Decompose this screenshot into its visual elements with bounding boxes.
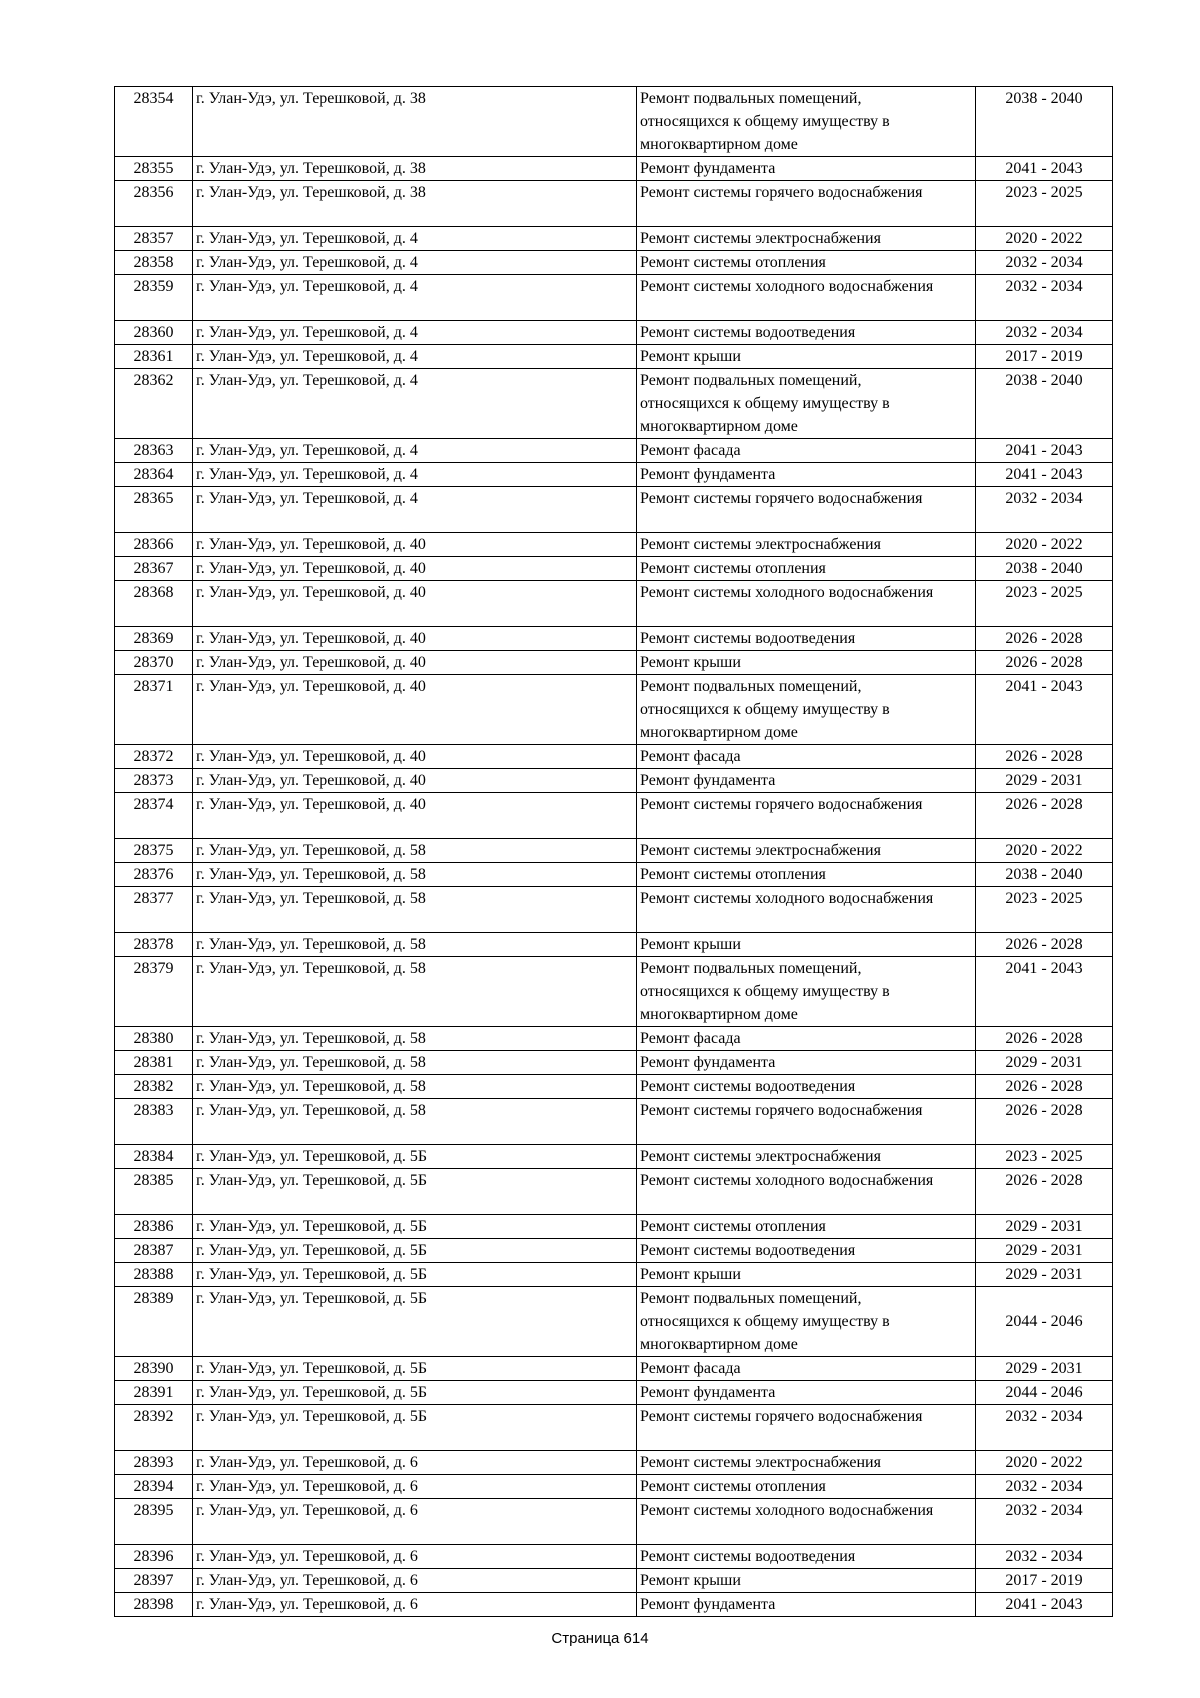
row-address: г. Улан-Удэ, ул. Терешковой, д. 58 xyxy=(193,1027,637,1051)
row-period: 2029 - 2031 xyxy=(976,1215,1113,1239)
row-address: г. Улан-Удэ, ул. Терешковой, д. 40 xyxy=(193,769,637,793)
row-work-type: Ремонт фасада xyxy=(637,745,976,769)
row-period: 2038 - 2040 xyxy=(976,87,1113,157)
table-row xyxy=(115,369,1113,439)
row-number: 28357 xyxy=(115,227,193,251)
table-body xyxy=(115,87,1113,1617)
table-row xyxy=(115,793,1113,839)
row-work-type: Ремонт системы отопления xyxy=(637,251,976,275)
table-row xyxy=(115,1215,1113,1239)
row-number: 28372 xyxy=(115,745,193,769)
row-number: 28371 xyxy=(115,675,193,745)
table-row xyxy=(115,1075,1113,1099)
table-row xyxy=(115,1027,1113,1051)
row-address: г. Улан-Удэ, ул. Терешковой, д. 58 xyxy=(193,1099,637,1145)
row-period: 2029 - 2031 xyxy=(976,1239,1113,1263)
row-period: 2023 - 2025 xyxy=(976,887,1113,933)
row-period: 2029 - 2031 xyxy=(976,769,1113,793)
table-row xyxy=(115,181,1113,227)
table-row xyxy=(115,227,1113,251)
row-address: г. Улан-Удэ, ул. Терешковой, д. 6 xyxy=(193,1475,637,1499)
row-number: 28391 xyxy=(115,1381,193,1405)
row-work-type: Ремонт фундамента xyxy=(637,463,976,487)
table-row xyxy=(115,887,1113,933)
repair-schedule-table xyxy=(114,86,1113,1617)
row-work-type: Ремонт системы электроснабжения xyxy=(637,1145,976,1169)
row-address: г. Улан-Удэ, ул. Терешковой, д. 5Б xyxy=(193,1215,637,1239)
row-address: г. Улан-Удэ, ул. Терешковой, д. 40 xyxy=(193,745,637,769)
row-work-type: Ремонт системы отопления xyxy=(637,1475,976,1499)
table-row xyxy=(115,557,1113,581)
table-row xyxy=(115,1593,1113,1617)
row-work-type: Ремонт фасада xyxy=(637,1027,976,1051)
row-number: 28358 xyxy=(115,251,193,275)
row-address: г. Улан-Удэ, ул. Терешковой, д. 6 xyxy=(193,1569,637,1593)
row-address: г. Улан-Удэ, ул. Терешковой, д. 5Б xyxy=(193,1381,637,1405)
row-period: 2023 - 2025 xyxy=(976,181,1113,227)
row-address: г. Улан-Удэ, ул. Терешковой, д. 4 xyxy=(193,275,637,321)
table-row xyxy=(115,1145,1113,1169)
row-address: г. Улан-Удэ, ул. Терешковой, д. 4 xyxy=(193,227,637,251)
table-row xyxy=(115,1545,1113,1569)
row-number: 28386 xyxy=(115,1215,193,1239)
table-row xyxy=(115,1451,1113,1475)
table-row xyxy=(115,157,1113,181)
row-number: 28393 xyxy=(115,1451,193,1475)
table-row xyxy=(115,1099,1113,1145)
row-period: 2032 - 2034 xyxy=(976,275,1113,321)
row-number: 28389 xyxy=(115,1287,193,1357)
row-number: 28373 xyxy=(115,769,193,793)
table-row xyxy=(115,1569,1113,1593)
row-work-type: Ремонт системы водоотведения xyxy=(637,1239,976,1263)
table-row xyxy=(115,345,1113,369)
row-address: г. Улан-Удэ, ул. Терешковой, д. 5Б xyxy=(193,1239,637,1263)
table-row xyxy=(115,1239,1113,1263)
row-address: г. Улан-Удэ, ул. Терешковой, д. 40 xyxy=(193,533,637,557)
row-number: 28395 xyxy=(115,1499,193,1545)
row-period: 2026 - 2028 xyxy=(976,745,1113,769)
row-address: г. Улан-Удэ, ул. Терешковой, д. 58 xyxy=(193,1051,637,1075)
row-number: 28368 xyxy=(115,581,193,627)
row-address: г. Улан-Удэ, ул. Терешковой, д. 58 xyxy=(193,933,637,957)
row-work-type: Ремонт подвальных помещений, относящихся к общему имуществу в многоквартирном доме xyxy=(637,675,976,745)
table-row xyxy=(115,487,1113,533)
row-number: 28377 xyxy=(115,887,193,933)
row-work-type: Ремонт крыши xyxy=(637,933,976,957)
row-address: г. Улан-Удэ, ул. Терешковой, д. 5Б xyxy=(193,1287,637,1357)
row-number: 28376 xyxy=(115,863,193,887)
row-period: 2026 - 2028 xyxy=(976,627,1113,651)
row-address: г. Улан-Удэ, ул. Терешковой, д. 40 xyxy=(193,675,637,745)
row-work-type: Ремонт крыши xyxy=(637,345,976,369)
row-period: 2023 - 2025 xyxy=(976,1145,1113,1169)
row-work-type: Ремонт системы горячего водоснабжения xyxy=(637,1099,976,1145)
row-period: 2017 - 2019 xyxy=(976,345,1113,369)
row-work-type: Ремонт подвальных помещений, относящихся к общему имуществу в многоквартирном доме xyxy=(637,369,976,439)
row-work-type: Ремонт крыши xyxy=(637,1569,976,1593)
table-row xyxy=(115,533,1113,557)
row-period: 2044 - 2046 xyxy=(976,1287,1113,1357)
row-work-type: Ремонт фасада xyxy=(637,1357,976,1381)
row-work-type: Ремонт системы горячего водоснабжения xyxy=(637,793,976,839)
table-row xyxy=(115,769,1113,793)
row-work-type: Ремонт системы водоотведения xyxy=(637,321,976,345)
row-number: 28365 xyxy=(115,487,193,533)
row-work-type: Ремонт системы холодного водоснабжения xyxy=(637,1499,976,1545)
row-work-type: Ремонт подвальных помещений, относящихся к общему имуществу в многоквартирном доме xyxy=(637,87,976,157)
table-row xyxy=(115,1263,1113,1287)
row-work-type: Ремонт системы горячего водоснабжения xyxy=(637,181,976,227)
row-period: 2026 - 2028 xyxy=(976,651,1113,675)
row-work-type: Ремонт системы электроснабжения xyxy=(637,1451,976,1475)
row-address: г. Улан-Удэ, ул. Терешковой, д. 58 xyxy=(193,839,637,863)
row-period: 2017 - 2019 xyxy=(976,1569,1113,1593)
row-work-type: Ремонт системы холодного водоснабжения xyxy=(637,581,976,627)
row-work-type: Ремонт системы отопления xyxy=(637,557,976,581)
row-work-type: Ремонт системы водоотведения xyxy=(637,1545,976,1569)
row-period: 2029 - 2031 xyxy=(976,1263,1113,1287)
row-number: 28387 xyxy=(115,1239,193,1263)
row-address: г. Улан-Удэ, ул. Терешковой, д. 58 xyxy=(193,957,637,1027)
row-address: г. Улан-Удэ, ул. Терешковой, д. 40 xyxy=(193,651,637,675)
row-work-type: Ремонт подвальных помещений, относящихся к общему имуществу в многоквартирном доме xyxy=(637,1287,976,1357)
row-work-type: Ремонт крыши xyxy=(637,651,976,675)
row-address: г. Улан-Удэ, ул. Терешковой, д. 58 xyxy=(193,863,637,887)
table-row xyxy=(115,1051,1113,1075)
row-address: г. Улан-Удэ, ул. Терешковой, д. 4 xyxy=(193,321,637,345)
row-period: 2032 - 2034 xyxy=(976,1545,1113,1569)
row-period: 2020 - 2022 xyxy=(976,533,1113,557)
row-number: 28363 xyxy=(115,439,193,463)
table-row xyxy=(115,1357,1113,1381)
row-number: 28378 xyxy=(115,933,193,957)
table-row xyxy=(115,321,1113,345)
row-work-type: Ремонт системы холодного водоснабжения xyxy=(637,275,976,321)
table-row xyxy=(115,275,1113,321)
row-period: 2026 - 2028 xyxy=(976,933,1113,957)
table-row xyxy=(115,87,1113,157)
row-number: 28384 xyxy=(115,1145,193,1169)
row-address: г. Улан-Удэ, ул. Терешковой, д. 4 xyxy=(193,369,637,439)
row-period: 2023 - 2025 xyxy=(976,581,1113,627)
row-work-type: Ремонт системы электроснабжения xyxy=(637,533,976,557)
row-address: г. Улан-Удэ, ул. Терешковой, д. 40 xyxy=(193,793,637,839)
row-address: г. Улан-Удэ, ул. Терешковой, д. 4 xyxy=(193,487,637,533)
row-number: 28380 xyxy=(115,1027,193,1051)
row-period: 2038 - 2040 xyxy=(976,557,1113,581)
row-period: 2044 - 2046 xyxy=(976,1381,1113,1405)
row-number: 28381 xyxy=(115,1051,193,1075)
row-number: 28383 xyxy=(115,1099,193,1145)
row-address: г. Улан-Удэ, ул. Терешковой, д. 40 xyxy=(193,581,637,627)
row-work-type: Ремонт системы водоотведения xyxy=(637,1075,976,1099)
row-address: г. Улан-Удэ, ул. Терешковой, д. 40 xyxy=(193,627,637,651)
row-period: 2032 - 2034 xyxy=(976,1475,1113,1499)
row-number: 28361 xyxy=(115,345,193,369)
row-address: г. Улан-Удэ, ул. Терешковой, д. 40 xyxy=(193,557,637,581)
row-work-type: Ремонт системы электроснабжения xyxy=(637,227,976,251)
row-number: 28390 xyxy=(115,1357,193,1381)
row-work-type: Ремонт фундамента xyxy=(637,1051,976,1075)
row-work-type: Ремонт подвальных помещений, относящихся к общему имуществу в многоквартирном доме xyxy=(637,957,976,1027)
row-number: 28354 xyxy=(115,87,193,157)
row-number: 28359 xyxy=(115,275,193,321)
table-row xyxy=(115,957,1113,1027)
table-row xyxy=(115,651,1113,675)
row-number: 28364 xyxy=(115,463,193,487)
row-number: 28382 xyxy=(115,1075,193,1099)
row-period: 2041 - 2043 xyxy=(976,675,1113,745)
row-period: 2041 - 2043 xyxy=(976,1593,1113,1617)
row-number: 28355 xyxy=(115,157,193,181)
row-work-type: Ремонт системы холодного водоснабжения xyxy=(637,1169,976,1215)
row-address: г. Улан-Удэ, ул. Терешковой, д. 4 xyxy=(193,439,637,463)
table-row xyxy=(115,1381,1113,1405)
row-period: 2029 - 2031 xyxy=(976,1051,1113,1075)
row-work-type: Ремонт системы электроснабжения xyxy=(637,839,976,863)
row-period: 2032 - 2034 xyxy=(976,321,1113,345)
row-number: 28375 xyxy=(115,839,193,863)
row-number: 28362 xyxy=(115,369,193,439)
row-period: 2032 - 2034 xyxy=(976,1405,1113,1451)
row-number: 28397 xyxy=(115,1569,193,1593)
table-row xyxy=(115,1499,1113,1545)
row-address: г. Улан-Удэ, ул. Терешковой, д. 6 xyxy=(193,1451,637,1475)
row-number: 28356 xyxy=(115,181,193,227)
row-work-type: Ремонт фасада xyxy=(637,439,976,463)
table-row xyxy=(115,1475,1113,1499)
row-work-type: Ремонт крыши xyxy=(637,1263,976,1287)
row-number: 28398 xyxy=(115,1593,193,1617)
row-period: 2026 - 2028 xyxy=(976,1075,1113,1099)
row-work-type: Ремонт фундамента xyxy=(637,1381,976,1405)
row-address: г. Улан-Удэ, ул. Терешковой, д. 5Б xyxy=(193,1145,637,1169)
table-row xyxy=(115,251,1113,275)
row-number: 28385 xyxy=(115,1169,193,1215)
table-row xyxy=(115,581,1113,627)
table-row xyxy=(115,627,1113,651)
row-period: 2032 - 2034 xyxy=(976,487,1113,533)
row-address: г. Улан-Удэ, ул. Терешковой, д. 6 xyxy=(193,1499,637,1545)
row-work-type: Ремонт фундамента xyxy=(637,769,976,793)
row-address: г. Улан-Удэ, ул. Терешковой, д. 58 xyxy=(193,1075,637,1099)
row-period: 2032 - 2034 xyxy=(976,251,1113,275)
row-period: 2026 - 2028 xyxy=(976,1169,1113,1215)
table-row xyxy=(115,1169,1113,1215)
row-period: 2020 - 2022 xyxy=(976,839,1113,863)
row-address: г. Улан-Удэ, ул. Терешковой, д. 38 xyxy=(193,157,637,181)
row-number: 28396 xyxy=(115,1545,193,1569)
row-address: г. Улан-Удэ, ул. Терешковой, д. 4 xyxy=(193,345,637,369)
row-number: 28370 xyxy=(115,651,193,675)
row-period: 2020 - 2022 xyxy=(976,1451,1113,1475)
row-address: г. Улан-Удэ, ул. Терешковой, д. 5Б xyxy=(193,1357,637,1381)
table-row xyxy=(115,839,1113,863)
row-address: г. Улан-Удэ, ул. Терешковой, д. 6 xyxy=(193,1545,637,1569)
row-number: 28388 xyxy=(115,1263,193,1287)
table-row xyxy=(115,439,1113,463)
row-number: 28392 xyxy=(115,1405,193,1451)
row-period: 2038 - 2040 xyxy=(976,369,1113,439)
table-row xyxy=(115,1287,1113,1357)
table-row xyxy=(115,745,1113,769)
row-period: 2032 - 2034 xyxy=(976,1499,1113,1545)
table-row xyxy=(115,863,1113,887)
row-number: 28360 xyxy=(115,321,193,345)
row-period: 2041 - 2043 xyxy=(976,463,1113,487)
row-number: 28379 xyxy=(115,957,193,1027)
row-address: г. Улан-Удэ, ул. Терешковой, д. 4 xyxy=(193,463,637,487)
table-row xyxy=(115,675,1113,745)
row-period: 2020 - 2022 xyxy=(976,227,1113,251)
row-number: 28366 xyxy=(115,533,193,557)
row-number: 28394 xyxy=(115,1475,193,1499)
row-address: г. Улан-Удэ, ул. Терешковой, д. 38 xyxy=(193,181,637,227)
row-number: 28367 xyxy=(115,557,193,581)
row-period: 2029 - 2031 xyxy=(976,1357,1113,1381)
row-address: г. Улан-Удэ, ул. Терешковой, д. 38 xyxy=(193,87,637,157)
row-address: г. Улан-Удэ, ул. Терешковой, д. 4 xyxy=(193,251,637,275)
row-address: г. Улан-Удэ, ул. Терешковой, д. 5Б xyxy=(193,1405,637,1451)
row-work-type: Ремонт системы отопления xyxy=(637,863,976,887)
row-number: 28374 xyxy=(115,793,193,839)
table-row xyxy=(115,933,1113,957)
row-period: 2041 - 2043 xyxy=(976,957,1113,1027)
row-address: г. Улан-Удэ, ул. Терешковой, д. 58 xyxy=(193,887,637,933)
table-row xyxy=(115,1405,1113,1451)
row-period: 2026 - 2028 xyxy=(976,1099,1113,1145)
table-row xyxy=(115,463,1113,487)
row-period: 2026 - 2028 xyxy=(976,793,1113,839)
row-address: г. Улан-Удэ, ул. Терешковой, д. 5Б xyxy=(193,1169,637,1215)
row-work-type: Ремонт фундамента xyxy=(637,1593,976,1617)
row-period: 2041 - 2043 xyxy=(976,157,1113,181)
row-number: 28369 xyxy=(115,627,193,651)
row-work-type: Ремонт системы горячего водоснабжения xyxy=(637,487,976,533)
row-period: 2038 - 2040 xyxy=(976,863,1113,887)
row-work-type: Ремонт системы отопления xyxy=(637,1215,976,1239)
row-address: г. Улан-Удэ, ул. Терешковой, д. 6 xyxy=(193,1593,637,1617)
row-work-type: Ремонт системы водоотведения xyxy=(637,627,976,651)
row-address: г. Улан-Удэ, ул. Терешковой, д. 5Б xyxy=(193,1263,637,1287)
row-work-type: Ремонт фундамента xyxy=(637,157,976,181)
row-work-type: Ремонт системы горячего водоснабжения xyxy=(637,1405,976,1451)
row-work-type: Ремонт системы холодного водоснабжения xyxy=(637,887,976,933)
page-number: Страница 614 xyxy=(551,1630,649,1647)
row-period: 2041 - 2043 xyxy=(976,439,1113,463)
row-period: 2026 - 2028 xyxy=(976,1027,1113,1051)
